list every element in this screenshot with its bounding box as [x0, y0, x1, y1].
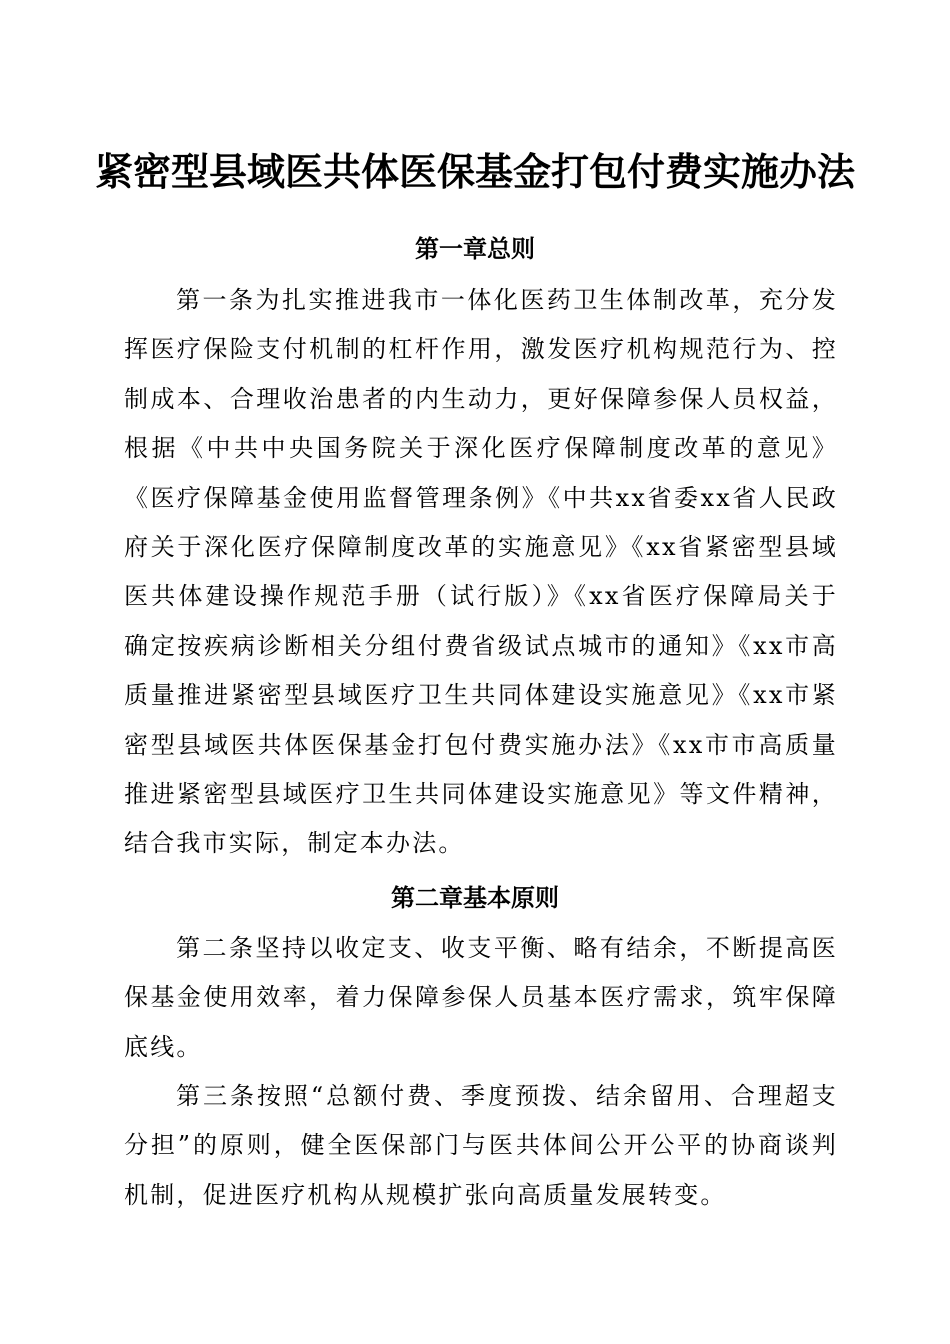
- chapter-1-heading: 第一章总则: [415, 234, 535, 263]
- article-2-paragraph: 第二条坚持以收定支、收支平衡、略有结余，不断提高医保基金使用效率，着力保障参保人员基本医疗需求，筑牢保障底线。: [124, 934, 838, 1061]
- article-1-paragraph: 第一条为扎实推进我市一体化医药卫生体制改革，充分发挥医疗保险支付机制的杠杆作用，激发医疗机构规范行为、控制成本、合理收治患者的内生动力，更好保障参保人员权益，根据《中共中央国务院关于深化医疗保障制度改革的意见》《医疗保障基金使用监督管理条例》《中共xx省委xx省人民政府关于深化医疗保障制度改革的实施意见》《xx省紧密型县域医共体建设操作规范手册（试行版）》《xx省医疗保障局关于确定按疾病诊断相关分组付费省级试点城市的通知》《xx市高质量推进紧密型县域医疗卫生共同体建设实施意见》《xx市紧密型县域医共体医保基金打包付费实施办法》《xx市市高质量推进紧密型县域医疗卫生共同体建设实施意见》等文件精神，结合我市实际，制定本办法。: [124, 286, 838, 858]
- chapter-2-heading: 第二章基本原则: [391, 883, 559, 912]
- document-title: 紧密型县域医共体医保基金打包付费实施办法: [94, 149, 855, 194]
- article-3-paragraph: 第三条按照“总额付费、季度预拨、结余留用、合理超支分担”的原则，健全医保部门与医共体间公开公平的协商谈判机制，促进医疗机构从规模扩张向高质量发展转变。: [124, 1082, 838, 1209]
